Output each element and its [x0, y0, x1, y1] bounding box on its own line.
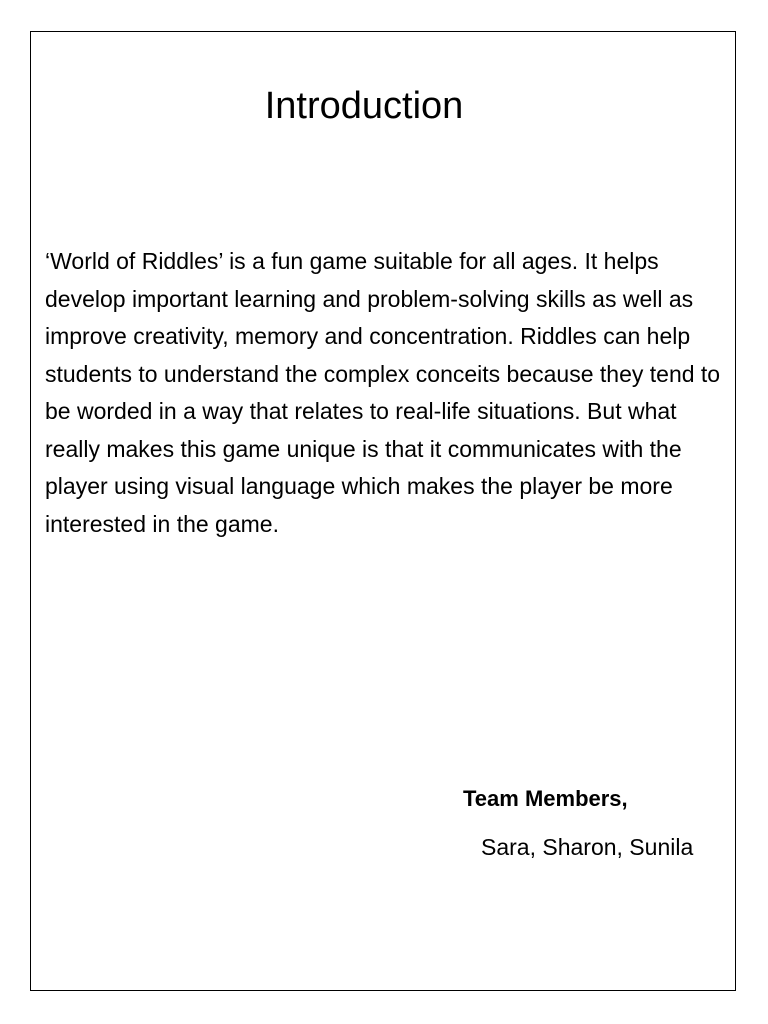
page-title: Introduction: [264, 85, 464, 127]
team-members-heading: Team Members,: [463, 786, 628, 811]
intro-paragraph: ‘World of Riddles’ is a fun game suitable for all ages. It helps develop important learning and problem-solving skills as well as improve creativity, memory and concentration. Riddles can help students to understand the complex conceits because they tend to be worded in a way that relates to real-life situations. But what really makes this game unique is that it communicates with the player using visual language which makes the player be more interested in the game.: [45, 248, 721, 537]
team-members-names: Sara, Sharon, Sunila: [481, 834, 694, 860]
